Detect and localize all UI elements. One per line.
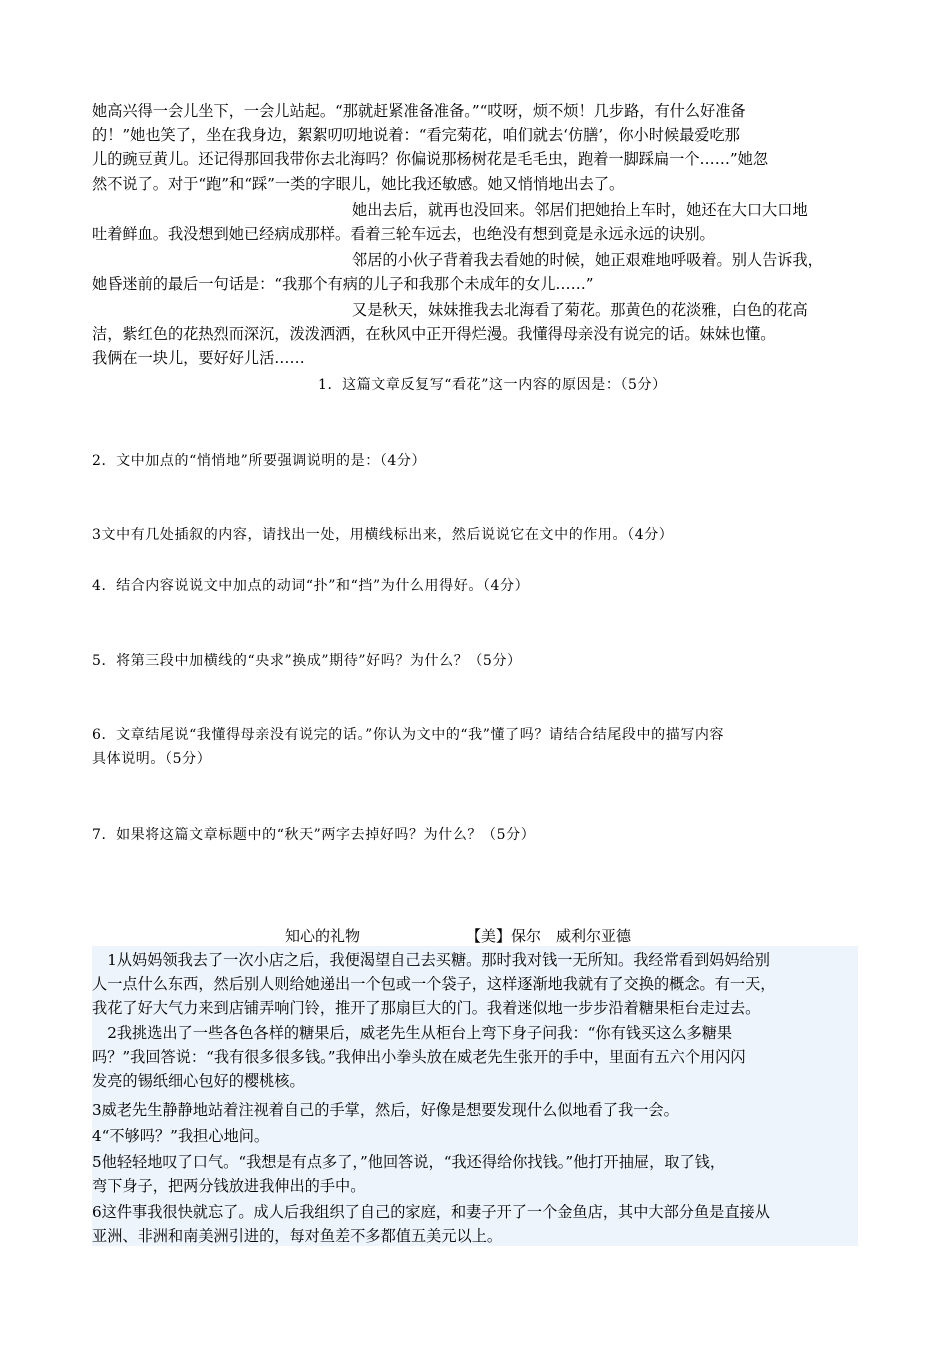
passage-line: 她昏迷前的最后一句话是：“我那个有病的儿子和我那个未成年的女儿……” bbox=[92, 275, 594, 293]
question-3: 3文中有几处插叙的内容，请找出一处，用横线标出来，然后说说它在文中的作用。（4分） bbox=[92, 527, 674, 543]
question-2: 2．文中加点的“悄悄地”所要强调说明的是：（4分） bbox=[92, 453, 427, 469]
article-line: 4“不够吗？”我担心地问。 bbox=[92, 1127, 270, 1145]
article-line: 弯下身子，把两分钱放进我伸出的手中。 bbox=[92, 1177, 366, 1195]
article-line: 人一点什么东西，然后别人则给她递出一个包或一个袋子，这样逐渐地我就有了交换的概念。有一天， bbox=[92, 975, 776, 993]
question-1: 1．这篇文章反复写“看花”这一内容的原因是：（5分） bbox=[318, 377, 667, 393]
passage-line: 然不说了。对于“跑”和“踩”一类的字眼儿，她比我还敏感。她又悄悄地出去了。 bbox=[92, 175, 625, 193]
passage-line: 邻居的小伙子背着我去看她的时候，她正艰难地呼吸着。别人告诉我， bbox=[352, 251, 823, 269]
passage-line: 吐着鲜血。我没想到她已经病成那样。看着三轮车远去，也绝没有想到竟是永远永远的诀别。 bbox=[92, 225, 715, 243]
article-line: 6这件事我很快就忘了。成人后我组织了自己的家庭，和妻子开了一个金鱼店，其中大部分鱼是直接从 bbox=[92, 1203, 770, 1221]
passage-line: 我俩在一块儿，要好好儿活…… bbox=[92, 349, 305, 367]
question-5: 5．将第三段中加横线的“央求”换成”期待”好吗？为什么？（5分） bbox=[92, 653, 522, 669]
article-author: 【美】保尔 威利尔亚德 bbox=[466, 927, 632, 945]
article-line: 1从妈妈领我去了一次小店之后，我便渴望自己去买糖。那时我对钱一无所知。我经常看到妈妈给别 bbox=[92, 951, 770, 969]
passage-line: 她出去后，就再也没回来。邻居们把她抬上车时，她还在大口大口地 bbox=[352, 201, 808, 219]
article-line: 2我挑选出了一些各色各样的糖果后，威老先生从柜台上弯下身子问我：“你有钱买这么多糖果 bbox=[92, 1024, 733, 1042]
article-line: 我花了好大气力来到店铺弄响门铃，推开了那扇巨大的门。我着迷似地一步步沿着糖果柜台走过去。 bbox=[92, 999, 761, 1017]
article-line: 3威老先生静静地站着注视着自己的手掌，然后，好像是想要发现什么似地看了我一会。 bbox=[92, 1101, 679, 1119]
passage-line: 她高兴得一会儿坐下，一会儿站起。“那就赶紧准备准备。”“哎呀，烦不烦！几步路，有什么好准备 bbox=[92, 102, 746, 120]
passage-line: 又是秋天，妹妹推我去北海看了菊花。那黄色的花淡雅，白色的花高 bbox=[352, 301, 808, 319]
question-6: 6．文章结尾说“我懂得母亲没有说完的话。”你认为文中的“我”懂了吗？请结合结尾段中的描写内容 bbox=[92, 727, 725, 743]
question-7: 7．如果将这篇文章标题中的“秋天”两字去掉好吗？为什么？（5分） bbox=[92, 827, 536, 843]
article-title: 知心的礼物 bbox=[285, 927, 361, 945]
article-line: 5他轻轻地叹了口气。“我想是有点多了，”他回答说，“我还得给你找钱。”他打开抽屉，取了钱， bbox=[92, 1153, 726, 1171]
passage-line: 儿的豌豆黄儿。还记得那回我带你去北海吗？你偏说那杨树花是毛毛虫，跑着一脚踩扁一个……”她忽 bbox=[92, 150, 769, 168]
question-6-continued: 具体说明。（5分） bbox=[92, 751, 212, 767]
article-line: 吗？”我回答说：“我有很多很多钱。”我伸出小拳头放在威老先生张开的手中，里面有五六个用闪闪 bbox=[92, 1048, 746, 1066]
article-line: 发亮的锡纸细心包好的樱桃核。 bbox=[92, 1072, 305, 1090]
passage-line: 洁，紫红色的花热烈而深沉，泼泼洒洒，在秋风中正开得烂漫。我懂得母亲没有说完的话。妹妹也懂。 bbox=[92, 325, 776, 343]
question-4: 4．结合内容说说文中加点的动词“扑”和“挡”为什么用得好。（4分） bbox=[92, 578, 530, 594]
article-line: 亚洲、非洲和南美洲引进的，每对鱼差不多都值五美元以上。 bbox=[92, 1227, 503, 1245]
passage-line: 的！”她也笑了，坐在我身边，絮絮叨叨地说着：“看完菊花，咱们就去‘仿膳’，你小时候最爱吃那 bbox=[92, 126, 740, 144]
